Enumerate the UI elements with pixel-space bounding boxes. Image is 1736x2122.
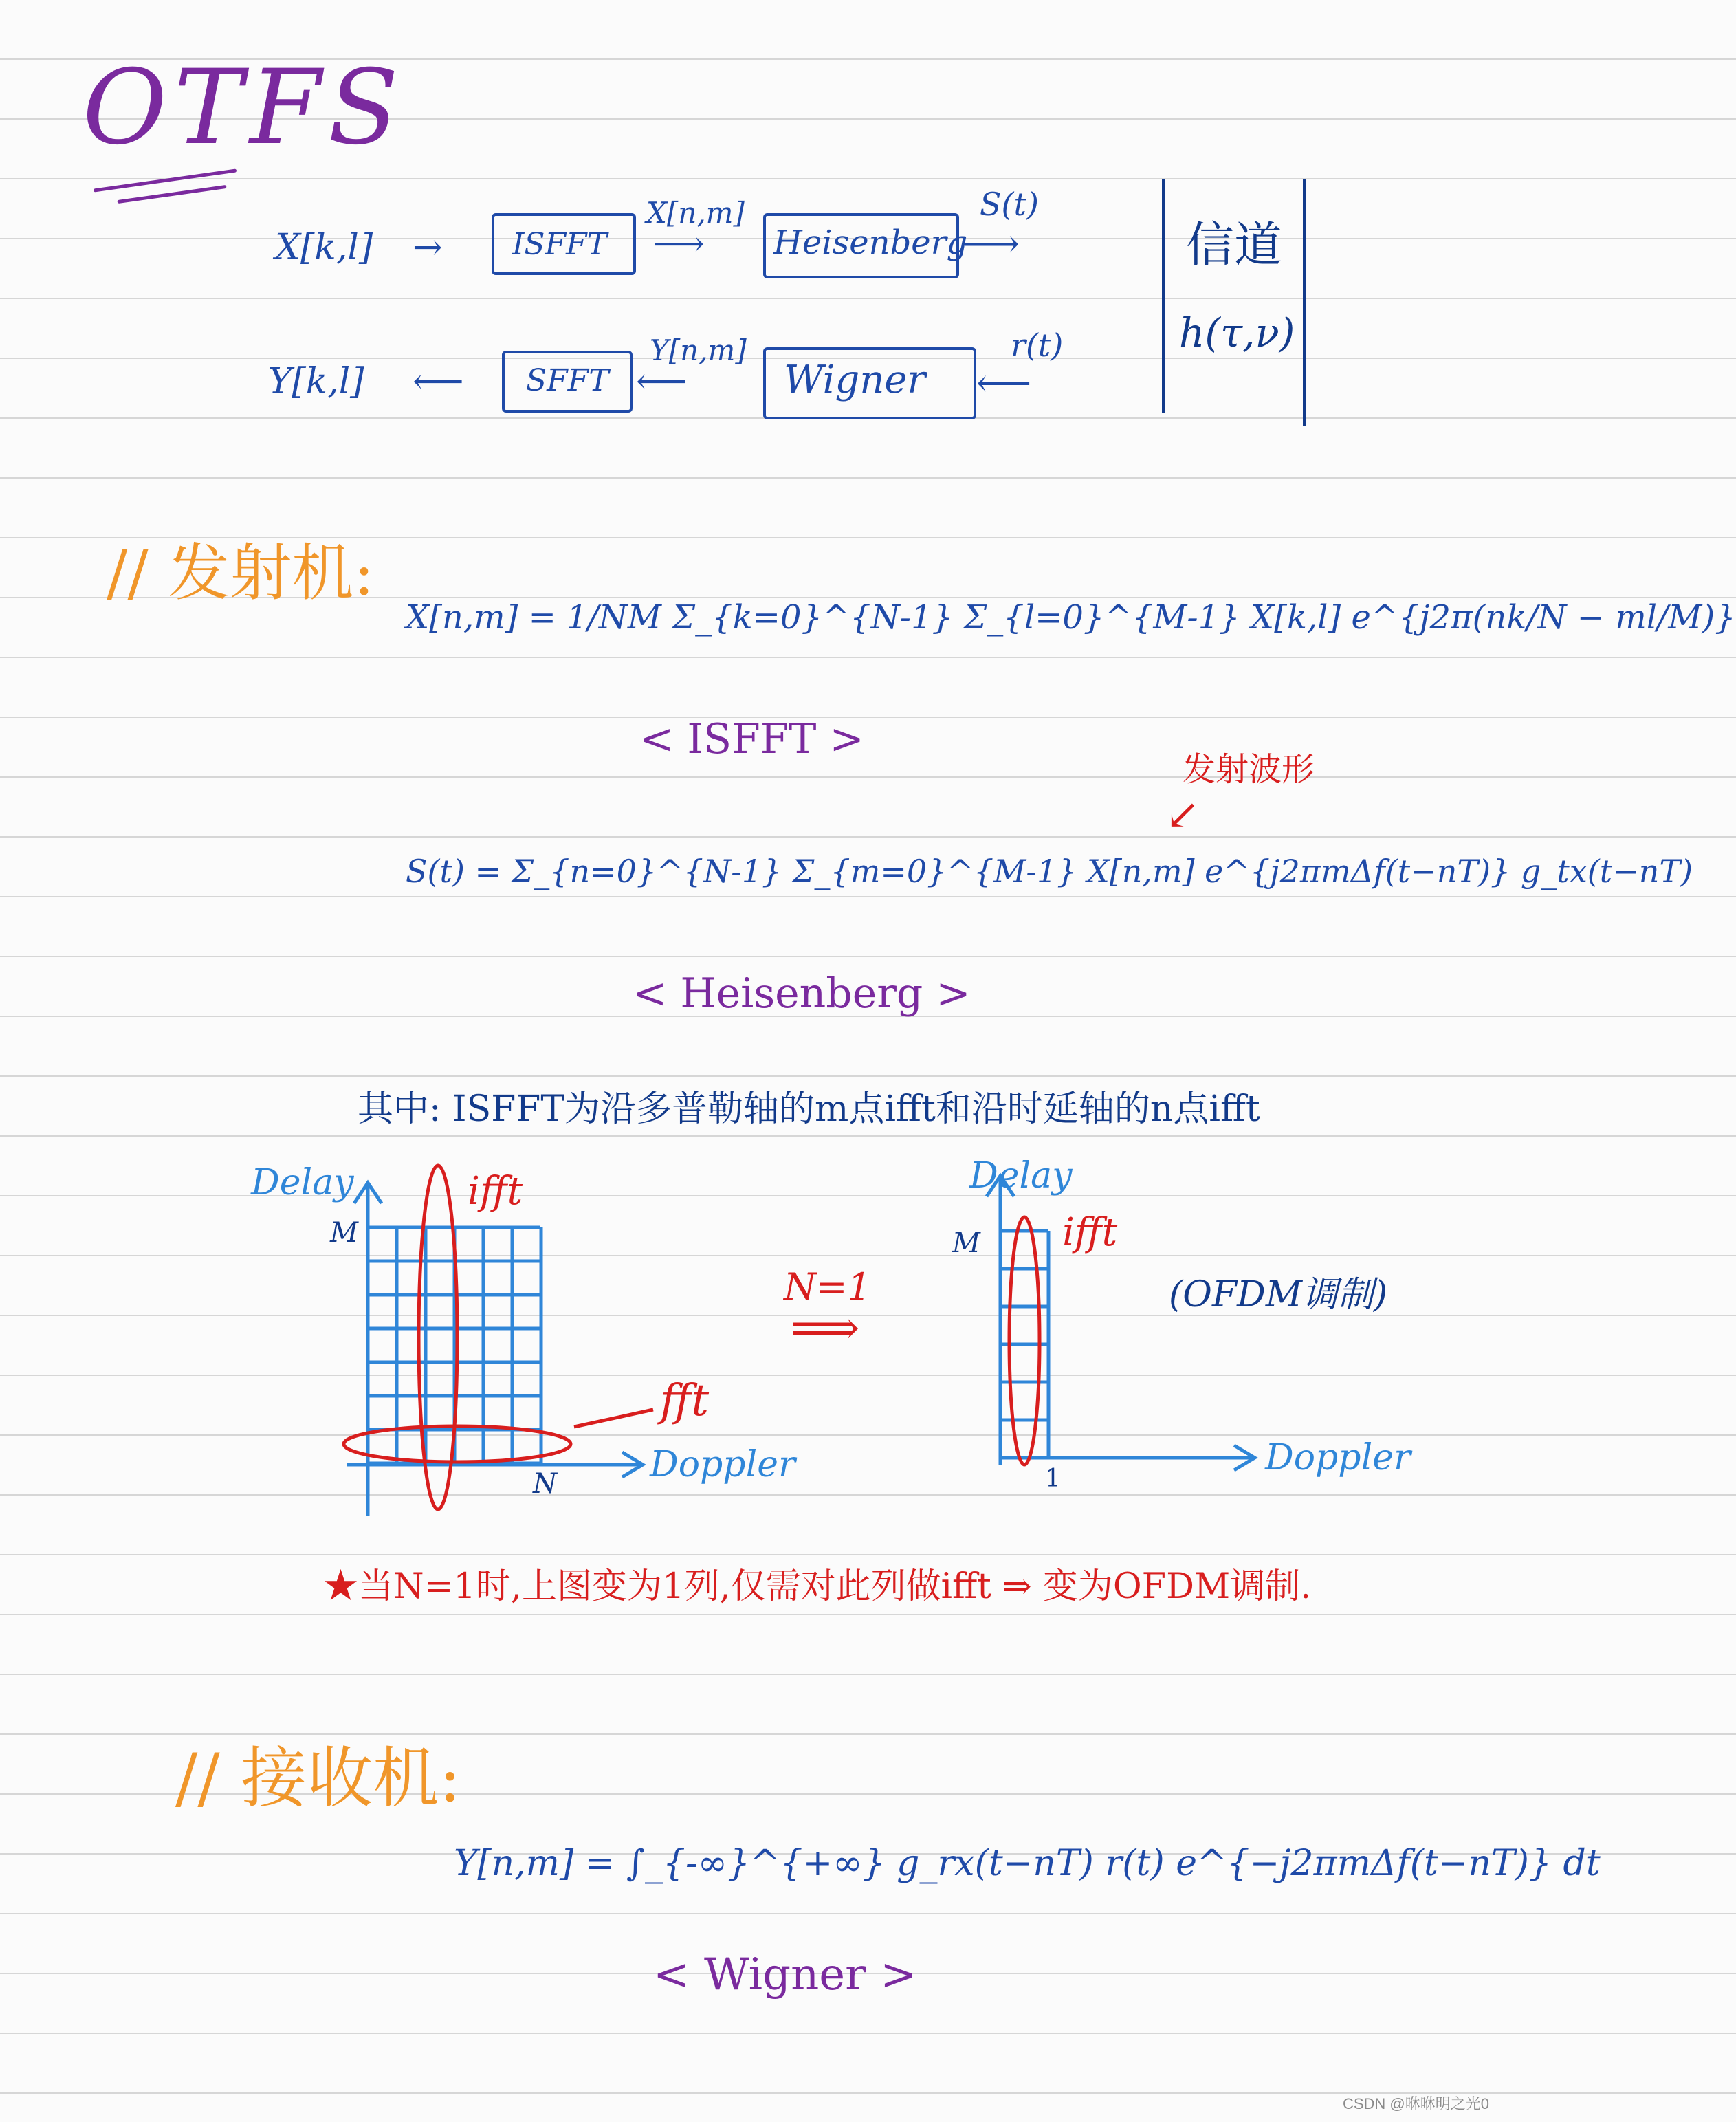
heisenberg-equation-label: < Heisenberg >	[633, 970, 971, 1018]
n-equals-one-label: N=1	[784, 1265, 871, 1309]
rx-output-label: Y[k,l]	[268, 361, 364, 402]
arrow-icon: ⟶	[653, 223, 705, 265]
page-title: OTFS	[83, 48, 406, 168]
pointer-line	[574, 1410, 653, 1427]
down-arrow-icon: ↙	[1165, 791, 1200, 839]
wigner-equation-label: < Wigner >	[653, 1949, 917, 2000]
ifft-right-label: ifft	[1062, 1210, 1118, 1255]
arrow-icon: ⟵	[636, 361, 688, 402]
isfft-explanation: 其中: ISFFT为沿多普勒轴的m点ifft和沿时延轴的n点ifft	[358, 1089, 1260, 1130]
right-y-axis-label: Delay	[969, 1155, 1073, 1196]
heisenberg-equation: S(t) = Σ_{n=0}^{N-1} Σ_{m=0}^{M-1} X[n,m] e^{j2πmΔf(t−nT)} g_tx(t−nT)	[406, 853, 1693, 890]
wigner-equation: Y[n,m] = ∫_{-∞}^{+∞} g_rx(t−nT) r(t) e^{−j2πmΔf(t−nT)} dt	[454, 1843, 1601, 1884]
right-delay-doppler-column	[1000, 1231, 1048, 1458]
double-arrow-icon: ⟹	[791, 1300, 860, 1356]
sfft-label: SFFT	[526, 363, 609, 398]
ynm-label: Y[n,m]	[650, 333, 747, 367]
xnm-label: X[n,m]	[646, 196, 745, 230]
left-ifft-ovals	[344, 1166, 653, 1509]
tx-waveform-note: 发射波形	[1183, 750, 1315, 789]
st-label: S(t)	[980, 186, 1039, 223]
left-x-axis-label: Doppler	[650, 1444, 795, 1485]
single-column-ifft-oval	[1009, 1217, 1040, 1465]
n-equals-one-note: ★当N=1时,上图变为1列,仅需对此列做ifft ⇒ 变为OFDM调制.	[323, 1566, 1312, 1607]
isfft-equation-label: < ISFFT >	[639, 715, 864, 763]
left-x-axis-mark: N	[533, 1468, 557, 1500]
arrow-icon: →	[413, 227, 443, 268]
arrow-icon: ⟶	[963, 220, 1020, 267]
watermark: CSDN @咻咻明之光0	[1342, 2095, 1489, 2112]
ifft-side-label: fft	[660, 1375, 710, 1426]
wigner-label: Wigner	[784, 358, 926, 402]
ifft-top-label: ifft	[468, 1169, 523, 1214]
right-x-axis-mark: 1	[1045, 1465, 1061, 1493]
left-axes	[347, 1183, 643, 1516]
heisenberg-label: Heisenberg	[773, 223, 968, 262]
row-fft-oval	[344, 1426, 571, 1462]
left-y-axis-label: Delay	[251, 1162, 354, 1203]
right-y-axis-mark: M	[952, 1227, 980, 1259]
transmitter-heading: // 发射机:	[107, 537, 375, 609]
channel-title: 信道	[1186, 217, 1282, 273]
isfft-equation: X[n,m] = 1/NM Σ_{k=0}^{N-1} Σ_{l=0}^{M-1} X[k,l] e^{j2π(nk/N − ml/M)}	[406, 598, 1736, 637]
arrow-icon: ⟵	[413, 361, 464, 402]
isfft-label: ISFFT	[512, 227, 607, 262]
channel-function: h(τ,ν)	[1179, 309, 1295, 356]
left-y-axis-mark: M	[330, 1217, 358, 1249]
ofdm-note: (OFDM调制)	[1169, 1274, 1388, 1315]
right-x-axis-label: Doppler	[1265, 1437, 1411, 1478]
tx-input-label: X[k,l]	[275, 227, 373, 268]
arrow-icon: ⟵	[976, 361, 1032, 406]
rt-label: r(t)	[1011, 327, 1064, 364]
receiver-heading: // 接收机:	[175, 1740, 461, 1817]
